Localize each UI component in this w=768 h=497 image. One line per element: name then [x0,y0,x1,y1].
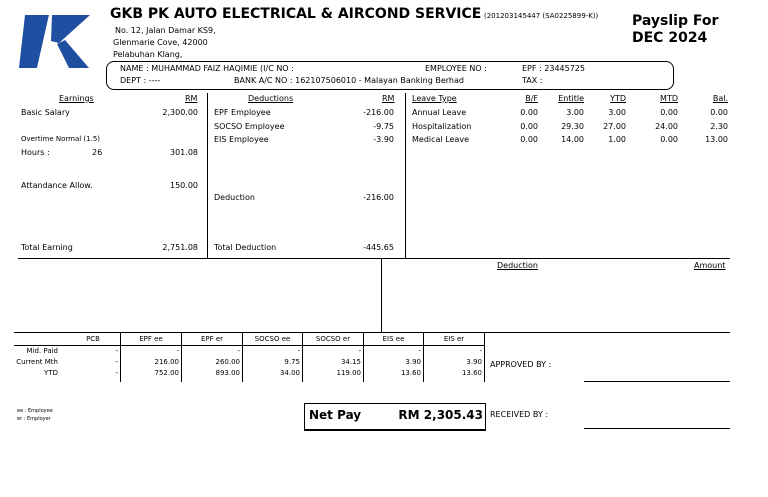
deduction-item-label: SOCSO Employee [214,122,285,131]
epf-label: EPF : [522,64,542,73]
other-deduction-header: Deduction [497,261,538,270]
employee-name-row [120,64,294,73]
bank-label: BANK A/C NO : [234,76,293,85]
deduction-item-label: EIS Employee [214,135,269,144]
dept-label: DEPT : [120,76,147,85]
contrib-header-pcb: PCB [86,335,100,343]
contrib-header-eis-ee: EIS ee [382,335,405,343]
leave-bal: 2.30 [710,122,728,131]
company-name: GKB PK AUTO ELECTRICAL & AIRCOND SERVICE [110,6,482,22]
dept-row [120,76,160,85]
net-pay-label: Net Pay [309,408,362,422]
leave-bf: 0.00 [520,135,538,144]
payslip-title-line-1: Payslip For [632,13,719,29]
deduction-item-amount: -9.75 [373,122,394,131]
approved-by-label: APPROVED BY : [490,360,552,369]
contrib-cell: - [358,347,361,355]
leave-type: Annual Leave [412,108,467,117]
leave-ytd: 1.00 [608,135,626,144]
leave-entitle-header: Entitle [558,94,584,103]
leave-type: Hospitalization [412,122,472,131]
contrib-cell: - [479,347,482,355]
contrib-cell: - [297,347,300,355]
leave-bf-header: B/F [525,94,538,103]
leave-mtd: 0.00 [660,108,678,117]
earnings-divider [207,93,208,259]
contrib-cell: 13.60 [461,369,482,377]
contrib-header-line [14,345,484,346]
total-deduction-amount: -445.65 [363,243,394,252]
payslip-period: DEC 2024 [632,30,708,46]
legend-employee: ee : Employee [17,408,53,414]
leave-bal: 0.00 [710,108,728,117]
other-divider [381,258,382,333]
contrib-cell: 893.00 [215,369,240,377]
contrib-cell: 13.60 [400,369,421,377]
total-deduction-label: Total Deduction [214,243,277,252]
attendance-amount: 150.00 [170,181,198,190]
received-signature-line [584,428,730,429]
contrib-cell: 119.00 [336,369,361,377]
contrib-cell: 34.15 [340,358,361,366]
contrib-row-label: YTD [44,369,58,377]
contrib-cell: 216.00 [154,358,179,366]
contrib-cell: - [418,347,421,355]
leave-entitle: 3.00 [566,108,584,117]
overtime-amount: 301.08 [170,148,198,157]
bank-row [234,76,464,85]
contrib-header-socso-er: SOCSO er [315,335,351,343]
contrib-header-eis-er: EIS er [443,335,465,343]
contrib-header-epf-ee: EPF ee [139,335,163,343]
section-divider [18,258,730,259]
deduction-item-label: EPF Employee [214,108,271,117]
name-label: NAME : [120,64,149,73]
contrib-cell: 9.75 [284,358,300,366]
address-line-1: No. 12, Jalan Damar KS9, [115,26,216,35]
deduction-item-amount: -216.00 [363,108,394,117]
leave-bal-header: Bal. [712,94,728,103]
contrib-cell: - [115,369,118,377]
contrib-cell: - [237,347,240,355]
deductions-divider [405,93,406,259]
contrib-col-line [484,332,485,382]
earnings-rm-header: RM [185,94,198,103]
basic-salary-amount: 2,300.00 [162,108,198,117]
other-amount-header: Amount [694,261,726,270]
leave-bf: 0.00 [520,108,538,117]
company-logo [19,15,90,68]
legend-employer: er : Employer [17,416,51,422]
overtime-label: Overtime Normal (1.5) [21,135,101,143]
deduction-label: Deduction [214,193,255,202]
leave-mtd: 0.00 [660,135,678,144]
contrib-row-label: Current Mth [16,358,58,366]
leave-ytd: 3.00 [608,108,626,117]
contrib-top-line [14,332,730,333]
contrib-header-epf-er: EPF er [200,335,224,343]
net-pay-underline [304,430,486,431]
company-reg-no: (201203145447 (SA0225899-K)) [484,12,599,20]
contrib-cell: 260.00 [215,358,240,366]
contrib-cell: - [176,347,179,355]
employee-no-label: EMPLOYEE NO : [425,64,487,73]
approved-signature-line [584,381,730,382]
total-earning-label: Total Earning [21,243,73,252]
leave-mtd: 24.00 [655,122,678,131]
contrib-cell: - [115,358,118,366]
leave-ytd-header: YTD [610,94,626,103]
dept-value: ---- [148,76,161,85]
contrib-cell: 3.90 [405,358,421,366]
basic-salary-label: Basic Salary [21,108,70,117]
earnings-header: Earnings [59,94,94,103]
leave-type-header: Leave Type [412,94,457,103]
total-earning-amount: 2,751.08 [162,243,198,252]
deductions-rm-header: RM [382,94,395,103]
contrib-cell: - [115,347,118,355]
deduction-amount: -216.00 [363,193,394,202]
attendance-label: Attandance Allow. [21,181,93,190]
leave-type: Medical Leave [412,135,469,144]
address-line-3: Pelabuhan Klang, [113,50,183,59]
leave-bal: 13.00 [705,135,728,144]
contrib-cell: 752.00 [154,369,179,377]
hours-value: 26 [92,148,103,157]
contrib-header-socso-ee: SOCSO ee [254,335,291,343]
address-line-2: Glenmarie Cove, 42000 [113,38,208,47]
net-pay-amount: RM 2,305.43 [398,408,483,422]
leave-entitle: 14.00 [561,135,584,144]
received-by-label: RECEIVED BY : [490,410,549,419]
employee-name: MUHAMMAD FAIZ HAQIMIE (I/C NO : [151,64,294,73]
leave-ytd: 27.00 [603,122,626,131]
epf-row [522,64,585,73]
contrib-cell: 3.90 [466,358,482,366]
leave-mtd-header: MTD [660,94,678,103]
tax-label: TAX : [522,76,543,85]
deduction-item-amount: -3.90 [373,135,394,144]
deductions-header: Deductions [248,94,294,103]
contrib-cell: 34.00 [279,369,300,377]
epf-value: 23445725 [544,64,585,73]
leave-bf: 0.00 [520,122,538,131]
payslip-title [632,13,718,47]
hours-label: Hours : [21,148,50,157]
bank-value: 162107506010 - Malayan Banking Berhad [295,76,464,85]
contrib-row-label: Mid. Paid [26,347,58,355]
leave-entitle: 29.30 [561,122,584,131]
